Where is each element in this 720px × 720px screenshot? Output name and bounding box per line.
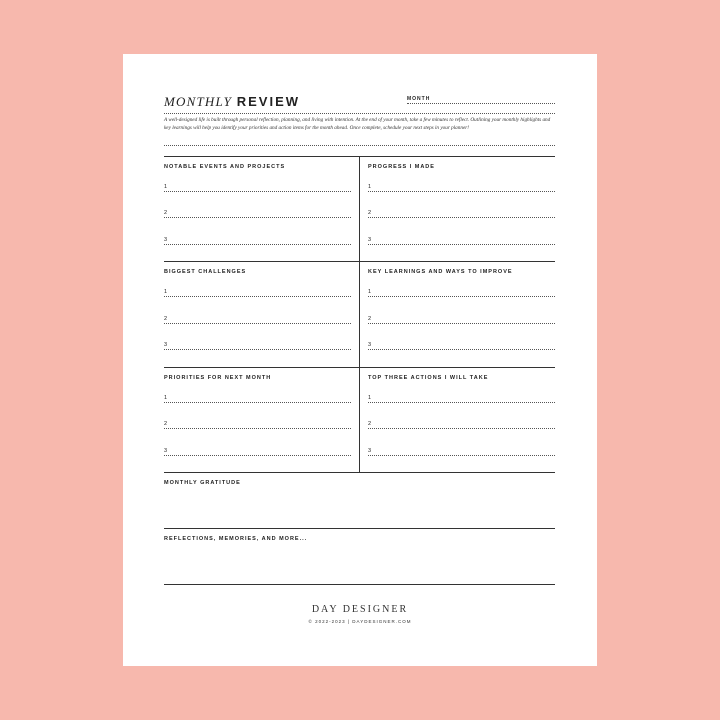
progress-line-3[interactable] bbox=[368, 244, 555, 245]
section-title-priorities: PRIORITIES FOR NEXT MONTH bbox=[164, 375, 272, 381]
section-title-gratitude: MONTHLY GRATITUDE bbox=[164, 480, 241, 486]
progress-line-2[interactable] bbox=[368, 217, 555, 218]
title-divider bbox=[164, 113, 555, 114]
notable-num-1: 1 bbox=[164, 184, 168, 190]
copyright-text: © 2022-2023 | DAYDESIGNER.COM bbox=[308, 619, 412, 624]
planner-sheet bbox=[123, 54, 597, 666]
progress-num-1: 1 bbox=[368, 184, 372, 190]
month-label: MONTH bbox=[407, 96, 431, 102]
grid-divider-vertical bbox=[359, 156, 360, 472]
priorities-line-3[interactable] bbox=[164, 455, 351, 456]
section-title-reflections: REFLECTIONS, MEMORIES, AND MORE... bbox=[164, 536, 308, 542]
learnings-line-2[interactable] bbox=[368, 323, 555, 324]
progress-line-1[interactable] bbox=[368, 191, 555, 192]
title-italic: MONTHLY bbox=[164, 94, 233, 109]
month-field[interactable] bbox=[407, 103, 555, 104]
actions-line-3[interactable] bbox=[368, 455, 555, 456]
notable-num-2: 2 bbox=[164, 210, 168, 216]
challenges-num-1: 1 bbox=[164, 289, 168, 295]
progress-num-2: 2 bbox=[368, 210, 372, 216]
notable-line-3[interactable] bbox=[164, 244, 351, 245]
notable-line-1[interactable] bbox=[164, 191, 351, 192]
title-bold: REVIEW bbox=[236, 94, 301, 109]
actions-line-2[interactable] bbox=[368, 428, 555, 429]
learnings-num-1: 1 bbox=[368, 289, 372, 295]
grid-line-bottom bbox=[164, 472, 555, 473]
progress-num-3: 3 bbox=[368, 237, 372, 243]
priorities-num-3: 3 bbox=[164, 448, 168, 454]
priorities-num-1: 1 bbox=[164, 395, 168, 401]
intro-divider bbox=[164, 145, 555, 146]
challenges-num-3: 3 bbox=[164, 342, 168, 348]
actions-num-1: 1 bbox=[368, 395, 372, 401]
reflections-field[interactable] bbox=[164, 584, 555, 585]
learnings-num-2: 2 bbox=[368, 316, 372, 322]
challenges-line-3[interactable] bbox=[164, 349, 351, 350]
learnings-line-1[interactable] bbox=[368, 296, 555, 297]
learnings-num-3: 3 bbox=[368, 342, 372, 348]
actions-num-3: 3 bbox=[368, 448, 372, 454]
gratitude-field[interactable] bbox=[164, 528, 555, 529]
priorities-line-1[interactable] bbox=[164, 402, 351, 403]
notable-num-3: 3 bbox=[164, 237, 168, 243]
actions-num-2: 2 bbox=[368, 421, 372, 427]
challenges-num-2: 2 bbox=[164, 316, 168, 322]
challenges-line-1[interactable] bbox=[164, 296, 351, 297]
actions-line-1[interactable] bbox=[368, 402, 555, 403]
notable-line-2[interactable] bbox=[164, 217, 351, 218]
brand-logo-text: DAY DESIGNER bbox=[311, 604, 409, 615]
section-title-learnings: KEY LEARNINGS AND WAYS TO IMPROVE bbox=[368, 269, 513, 275]
page-title bbox=[164, 94, 300, 110]
intro-text: A well-designed life is built through personal reflection, planning, and living with intention. At the end of your month, take a few minutes to reflect. Outlining your monthly highlights and key learnings will help you identify your priorities and action items for the month ahead. Once complete, schedule your next steps in your planner! bbox=[164, 117, 551, 132]
priorities-line-2[interactable] bbox=[164, 428, 351, 429]
learnings-line-3[interactable] bbox=[368, 349, 555, 350]
section-title-progress: PROGRESS I MADE bbox=[368, 164, 435, 170]
section-title-actions: TOP THREE ACTIONS I WILL TAKE bbox=[368, 375, 489, 381]
challenges-line-2[interactable] bbox=[164, 323, 351, 324]
section-title-notable: NOTABLE EVENTS AND PROJECTS bbox=[164, 164, 286, 170]
priorities-num-2: 2 bbox=[164, 421, 168, 427]
section-title-challenges: BIGGEST CHALLENGES bbox=[164, 269, 247, 275]
